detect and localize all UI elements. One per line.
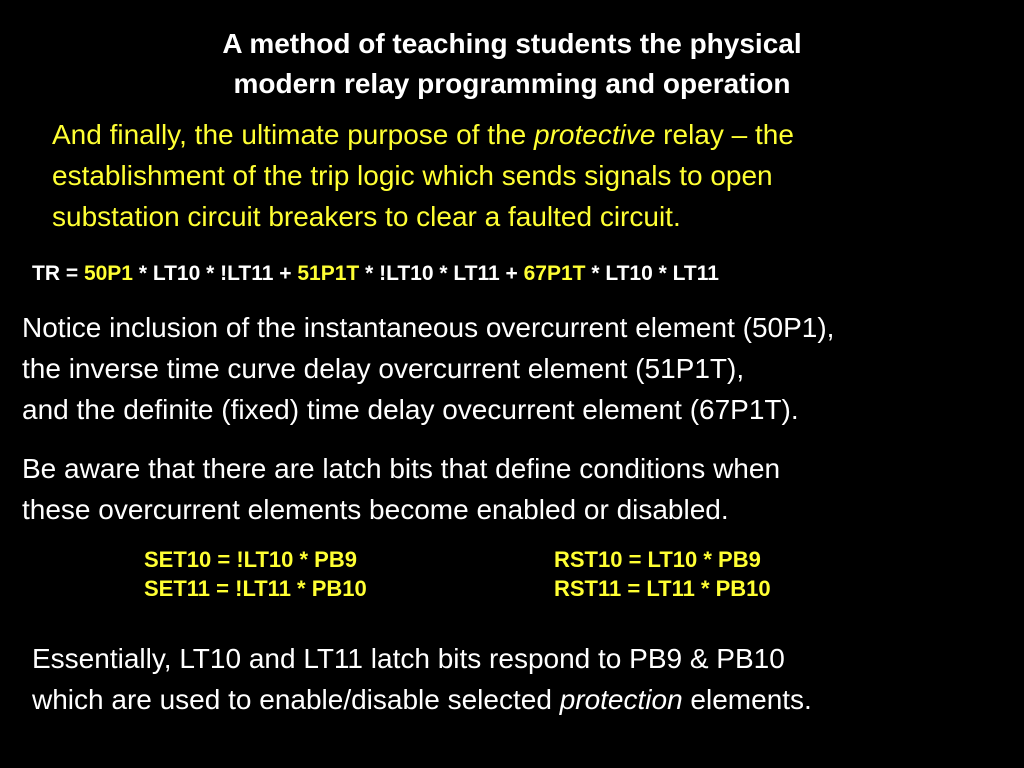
title-line-1: A method of teaching students the physical: [222, 28, 802, 59]
rst10-equation: RST10 = LT10 * PB9: [554, 547, 761, 572]
essentially-paragraph: [32, 638, 1012, 720]
set11-equation: SET11 = !LT11 * PB10: [144, 576, 367, 601]
rst11-equation: RST11 = LT11 * PB10: [554, 576, 771, 601]
latch-row-11: [144, 574, 904, 603]
equation-part-1: * LT10 * !LT11 +: [132, 262, 298, 285]
essentially-line-2-post: elements.: [682, 684, 812, 715]
aware-paragraph: [22, 448, 1022, 530]
equation-term-51p1t: 51P1T: [297, 262, 360, 285]
equation-part-3: * LT10 * LT11: [585, 262, 719, 285]
intro-paragraph: [52, 114, 1002, 237]
latch-row-10: [144, 545, 904, 574]
aware-line-2: these overcurrent elements become enabled or disabled.: [22, 494, 729, 525]
essentially-line-2-pre: which are used to enable/disable selected: [32, 684, 560, 715]
notice-line-1: Notice inclusion of the instantaneous overcurrent element (50P1),: [22, 312, 835, 343]
equation-term-50p1: 50P1: [83, 262, 133, 285]
intro-line-1-pre: And finally, the ultimate purpose of the: [52, 119, 534, 150]
trip-equation: [32, 259, 1012, 289]
equation-term-67p1t: 67P1T: [523, 262, 586, 285]
notice-line-3: and the definite (fixed) time delay ovecurrent element (67P1T).: [22, 394, 799, 425]
essentially-line-1: Essentially, LT10 and LT11 latch bits respond to PB9 & PB10: [32, 643, 785, 674]
equation-lhs: TR =: [32, 262, 84, 285]
essentially-line-2: [32, 679, 1012, 720]
aware-line-1: Be aware that there are latch bits that define conditions when: [22, 453, 781, 484]
set10-equation: SET10 = !LT10 * PB9: [144, 547, 357, 572]
title-line-2: modern relay programming and operation: [233, 68, 791, 99]
intro-line-1: [52, 114, 1002, 155]
notice-paragraph: [22, 307, 1022, 430]
equation-part-2: * !LT10 * LT11 +: [359, 262, 524, 285]
intro-emphasis-protective: protective: [534, 119, 656, 150]
essentially-emphasis-protection: protection: [559, 684, 683, 715]
intro-line-3: substation circuit breakers to clear a faulted circuit.: [52, 201, 681, 232]
latch-equations: [144, 545, 904, 603]
intro-line-1-post: relay – the: [655, 119, 794, 150]
intro-line-2: establishment of the trip logic which sends signals to open: [52, 160, 773, 191]
slide-title: [0, 24, 1024, 104]
notice-line-2: the inverse time curve delay overcurrent element (51P1T),: [22, 353, 745, 384]
